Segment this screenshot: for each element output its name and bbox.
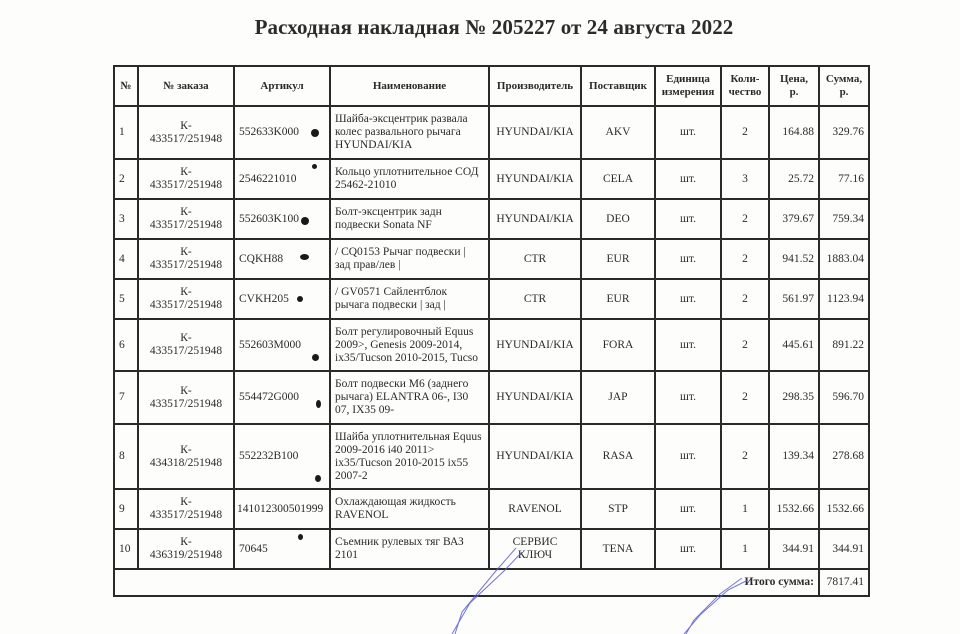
table-row bbox=[114, 279, 869, 319]
manufacturer: CTR bbox=[489, 239, 581, 279]
price: 25.72 bbox=[769, 159, 819, 199]
unit: шт. bbox=[655, 199, 721, 239]
article bbox=[234, 371, 330, 424]
manufacturer: СЕРВИС КЛЮЧ bbox=[489, 529, 581, 569]
row-num: 8 bbox=[114, 424, 138, 489]
price: 379.67 bbox=[769, 199, 819, 239]
article bbox=[234, 199, 330, 239]
row-num: 9 bbox=[114, 489, 138, 529]
unit: шт. bbox=[655, 424, 721, 489]
row-num: 6 bbox=[114, 319, 138, 371]
item-name: Шайба уплотнительная Equus 2009-2016 i40 2011> ix35/Tucson 2010-2015 ix55 2007-2 bbox=[330, 424, 489, 489]
ink-dot-mark bbox=[298, 534, 303, 540]
sum: 1123.94 bbox=[819, 279, 869, 319]
quantity: 1 bbox=[721, 489, 769, 529]
quantity: 2 bbox=[721, 279, 769, 319]
supplier: DEO bbox=[581, 199, 655, 239]
row-num: 3 bbox=[114, 199, 138, 239]
order-number bbox=[138, 529, 234, 569]
row-num: 2 bbox=[114, 159, 138, 199]
row-num: 7 bbox=[114, 371, 138, 424]
row-num: 5 bbox=[114, 279, 138, 319]
price: 1532.66 bbox=[769, 489, 819, 529]
col-header-order: № заказа bbox=[138, 66, 234, 106]
article-code: 141012300501999 bbox=[237, 502, 324, 515]
order-number bbox=[138, 159, 234, 199]
price: 298.35 bbox=[769, 371, 819, 424]
table-row bbox=[114, 106, 869, 159]
article-code: 554472G000 bbox=[239, 391, 300, 403]
item-name: Болт регулировочный Equus 2009>, Genesis 2009-2014, ix35/Tucson 2010-2015, Tucso bbox=[330, 319, 489, 371]
order-code: 436319/251948 bbox=[149, 549, 223, 561]
sum: 77.16 bbox=[819, 159, 869, 199]
supplier: TENA bbox=[581, 529, 655, 569]
article bbox=[234, 489, 330, 529]
item-name: Охлаждающая жидкость RAVENOL bbox=[330, 489, 489, 529]
total-value: 7817.41 bbox=[819, 569, 869, 596]
ink-dot-mark bbox=[316, 400, 321, 408]
price: 941.52 bbox=[769, 239, 819, 279]
item-name: Болт подвески M6 (заднего рычага) ELANTRA 06-, I30 07, IX35 09- bbox=[330, 371, 489, 424]
unit: шт. bbox=[655, 239, 721, 279]
table-row bbox=[114, 239, 869, 279]
quantity: 3 bbox=[721, 159, 769, 199]
sum: 759.34 bbox=[819, 199, 869, 239]
unit: шт. bbox=[655, 529, 721, 569]
supplier: EUR bbox=[581, 279, 655, 319]
sum: 329.76 bbox=[819, 106, 869, 159]
unit: шт. bbox=[655, 371, 721, 424]
manufacturer: HYUNDAI/KIA bbox=[489, 319, 581, 371]
order-prefix: К- bbox=[180, 206, 192, 218]
unit: шт. bbox=[655, 489, 721, 529]
item-name: Кольцо уплотнительное СОД 25462-21010 bbox=[330, 159, 489, 199]
col-header-unit bbox=[655, 66, 721, 106]
table-row bbox=[114, 489, 869, 529]
table-header-row bbox=[114, 66, 869, 106]
ink-dot-mark bbox=[301, 217, 309, 225]
order-code: 433517/251948 bbox=[149, 345, 223, 357]
supplier: CELA bbox=[581, 159, 655, 199]
order-number bbox=[138, 239, 234, 279]
supplier: JAP bbox=[581, 371, 655, 424]
order-code: 433517/251948 bbox=[149, 132, 223, 145]
table-row bbox=[114, 371, 869, 424]
order-prefix: К- bbox=[180, 332, 192, 344]
order-code: 433517/251948 bbox=[149, 397, 223, 410]
price: 445.61 bbox=[769, 319, 819, 371]
quantity: 2 bbox=[721, 199, 769, 239]
ink-dot-mark bbox=[312, 164, 317, 169]
order-code: 433517/251948 bbox=[149, 259, 223, 271]
col-header-sum bbox=[819, 66, 869, 106]
col-header-num: № bbox=[114, 66, 138, 106]
article-code: CVKH205 bbox=[239, 292, 289, 305]
col-header-qty-line1: Коли- bbox=[730, 73, 760, 85]
col-header-qty-line2: чество bbox=[728, 86, 762, 98]
order-code: 433517/251948 bbox=[149, 509, 223, 521]
article-code: CQKH88 bbox=[239, 252, 284, 265]
order-number bbox=[138, 424, 234, 489]
unit: шт. bbox=[655, 159, 721, 199]
order-number bbox=[138, 489, 234, 529]
ink-dot-mark bbox=[311, 129, 319, 137]
quantity: 2 bbox=[721, 319, 769, 371]
sum: 344.91 bbox=[819, 529, 869, 569]
price: 344.91 bbox=[769, 529, 819, 569]
col-header-article: Артикул bbox=[234, 66, 330, 106]
table-row bbox=[114, 319, 869, 371]
col-header-price bbox=[769, 66, 819, 106]
order-prefix: К- bbox=[180, 443, 192, 456]
col-header-price-line2: р. bbox=[789, 86, 799, 98]
col-header-name: Наименование bbox=[330, 66, 489, 106]
supplier: EUR bbox=[581, 239, 655, 279]
order-number bbox=[138, 106, 234, 159]
unit: шт. bbox=[655, 319, 721, 371]
ink-dot-mark bbox=[312, 354, 319, 361]
order-prefix: К- bbox=[180, 246, 192, 258]
item-name: / GV0571 Сайлентблок рычага подвески | зад | bbox=[330, 279, 489, 319]
article bbox=[234, 529, 330, 569]
supplier: RASA bbox=[581, 424, 655, 489]
item-name: Съемник рулевых тяг ВАЗ 2101 bbox=[330, 529, 489, 569]
col-header-unit-line2: измерения bbox=[661, 86, 715, 98]
order-code: 433517/251948 bbox=[149, 219, 223, 231]
col-header-qty bbox=[721, 66, 769, 106]
price: 561.97 bbox=[769, 279, 819, 319]
article bbox=[234, 159, 330, 199]
invoice-table bbox=[113, 65, 870, 597]
row-num: 4 bbox=[114, 239, 138, 279]
table-row bbox=[114, 424, 869, 489]
item-name: Шайба-эксцентрик развала колес развального рычага HYUNDAI/KIA bbox=[330, 106, 489, 159]
total-label: Итого сумма: bbox=[114, 569, 819, 596]
row-num: 10 bbox=[114, 529, 138, 569]
quantity: 1 bbox=[721, 529, 769, 569]
article-code: 552633K000 bbox=[239, 126, 300, 138]
order-number bbox=[138, 199, 234, 239]
order-prefix: К- bbox=[180, 166, 192, 178]
sum: 278.68 bbox=[819, 424, 869, 489]
sum: 1883.04 bbox=[819, 239, 869, 279]
document-title: Расходная накладная № 205227 от 24 августа 2022 bbox=[254, 15, 734, 39]
article bbox=[234, 319, 330, 371]
quantity: 2 bbox=[721, 239, 769, 279]
quantity: 2 bbox=[721, 106, 769, 159]
col-header-sum-line2: р. bbox=[839, 86, 849, 98]
supplier: STP bbox=[581, 489, 655, 529]
sum: 891.22 bbox=[819, 319, 869, 371]
article-code: 552232B100 bbox=[239, 450, 299, 462]
manufacturer: HYUNDAI/KIA bbox=[489, 424, 581, 489]
order-number bbox=[138, 319, 234, 371]
order-prefix: К- bbox=[180, 496, 192, 508]
unit: шт. bbox=[655, 279, 721, 319]
item-name: Болт-эксцентрик задн подвески Sonata NF bbox=[330, 199, 489, 239]
table-row bbox=[114, 529, 869, 569]
table-row bbox=[114, 199, 869, 239]
item-name: / CQ0153 Рычаг подвески | зад прав/лев | bbox=[330, 239, 489, 279]
article-code: 552603M000 bbox=[239, 338, 301, 351]
manufacturer: HYUNDAI/KIA bbox=[489, 159, 581, 199]
order-prefix: К- bbox=[180, 286, 192, 298]
col-header-sum-line1: Сумма, bbox=[825, 73, 863, 85]
col-header-manufacturer: Производитель bbox=[489, 66, 581, 106]
col-header-price-line1: Цена, bbox=[779, 73, 809, 85]
order-prefix: К- bbox=[180, 119, 192, 132]
order-code: 433517/251948 bbox=[149, 179, 223, 191]
ink-dot-mark bbox=[297, 296, 303, 302]
manufacturer: HYUNDAI/KIA bbox=[489, 371, 581, 424]
order-code: 434318/251948 bbox=[149, 456, 223, 469]
manufacturer: HYUNDAI/KIA bbox=[489, 199, 581, 239]
sum: 1532.66 bbox=[819, 489, 869, 529]
manufacturer: CTR bbox=[489, 279, 581, 319]
quantity: 2 bbox=[721, 371, 769, 424]
unit: шт. bbox=[655, 106, 721, 159]
row-num: 1 bbox=[114, 106, 138, 159]
quantity: 2 bbox=[721, 424, 769, 489]
article bbox=[234, 424, 330, 489]
manufacturer: HYUNDAI/KIA bbox=[489, 106, 581, 159]
order-number bbox=[138, 279, 234, 319]
table-row bbox=[114, 159, 869, 199]
order-code: 433517/251948 bbox=[149, 299, 223, 311]
article-code: 70645 bbox=[239, 542, 268, 555]
ink-dot-mark bbox=[315, 475, 321, 482]
article-code: 552603K100 bbox=[239, 212, 300, 225]
order-number bbox=[138, 371, 234, 424]
article bbox=[234, 279, 330, 319]
sum: 596.70 bbox=[819, 371, 869, 424]
price: 139.34 bbox=[769, 424, 819, 489]
price: 164.88 bbox=[769, 106, 819, 159]
total-row bbox=[114, 569, 869, 596]
supplier: AKV bbox=[581, 106, 655, 159]
order-prefix: К- bbox=[180, 536, 192, 548]
article-code: 2546221010 bbox=[239, 172, 297, 185]
article bbox=[234, 106, 330, 159]
col-header-unit-line1: Единица bbox=[666, 73, 710, 85]
article bbox=[234, 239, 330, 279]
manufacturer: RAVENOL bbox=[489, 489, 581, 529]
ink-dot-mark bbox=[300, 254, 309, 260]
order-prefix: К- bbox=[180, 384, 192, 397]
supplier: FORA bbox=[581, 319, 655, 371]
col-header-supplier: Поставщик bbox=[581, 66, 655, 106]
